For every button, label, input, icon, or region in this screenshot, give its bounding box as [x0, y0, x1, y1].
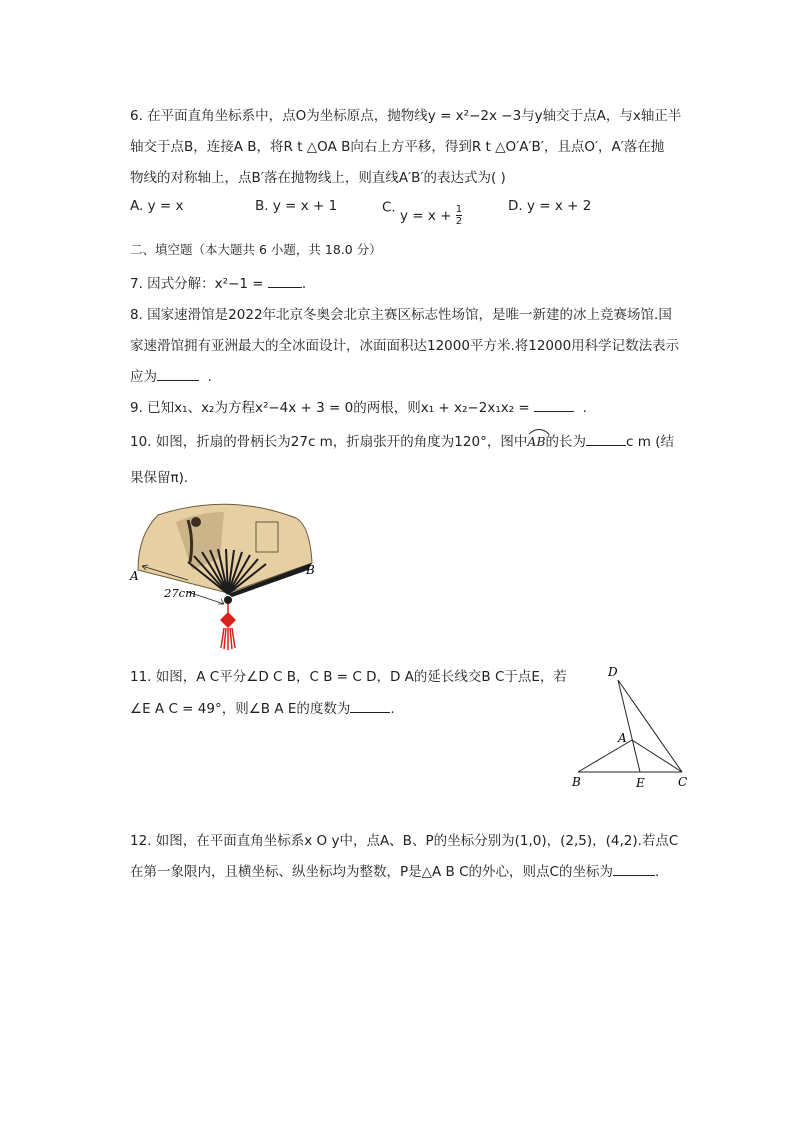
q9-end: . [582, 400, 587, 416]
q10-line2: 果保留π). [130, 470, 189, 486]
point-c: C [678, 775, 688, 789]
point-d: D [608, 665, 618, 679]
q6-option-c-label: C. [382, 199, 396, 216]
q6-option-b: B. y = x + 1 [255, 198, 338, 214]
q6-option-c-fraction [456, 204, 462, 227]
q8-end: . [207, 369, 212, 385]
q11-answer-blank[interactable] [350, 700, 390, 713]
q6-option-a: A. y = x [130, 198, 184, 214]
arc-mark-icon [527, 427, 551, 435]
q12-line2: 在第一象限内，且横坐标、纵坐标均为整数，P是△A B C的外心，则点C的坐标为 [130, 864, 613, 880]
q10-answer-blank[interactable] [586, 433, 626, 446]
q11-line2-wrap [130, 697, 395, 717]
point-e: E [636, 776, 645, 790]
q6-line3: 物线的对称轴上，点B′落在抛物线上，则直线A′B′的表达式为( ) [130, 170, 506, 186]
q8-line3-text: 应为 [130, 369, 157, 385]
q10-line1a: 10. 如图，折扇的骨柄长为27c m，折扇张开的角度为120°，图中 [130, 434, 528, 450]
q11-line1: 11. 如图，A C平分∠D C B，C B = C D，D A的延长线交B C于点E，若 [130, 669, 567, 685]
point-a: A [618, 731, 627, 745]
section-heading: 二、填空题（本大题共 6 小题，共 18.0 分） [130, 242, 382, 257]
q8-line2: 家速滑馆拥有亚洲最大的全冰面设计，冰面面积达12000平方米.将12000用科学记数法表示 [130, 338, 680, 354]
triangle-lines [578, 680, 682, 772]
point-b: B [572, 775, 581, 789]
q7-text: 7. 因式分解：x²−1 = [130, 276, 268, 292]
fan-label-length: 27cm [164, 586, 196, 600]
q8-line1: 8. 国家速滑馆是2022年北京冬奥会北京主赛区标志性场馆，是唯一新建的冰上竞赛场馆.国 [130, 307, 672, 323]
tassel-fringe [221, 628, 235, 650]
q11-line2: ∠E A C = 49°，则∠B A E的度数为 [130, 701, 351, 717]
fan-pivot [224, 596, 232, 604]
fan-label-b: B [306, 563, 315, 577]
q8-answer-blank[interactable] [157, 368, 199, 381]
arc-ab [527, 430, 545, 450]
q11-end: . [390, 701, 395, 717]
q12-end: . [654, 864, 660, 880]
fan-figure-head [191, 517, 201, 527]
q10-line1b: 的长为 [545, 434, 587, 450]
arc-label: AB [527, 434, 546, 449]
fraction-numerator: 1 [455, 204, 463, 215]
q9 [130, 396, 587, 416]
fraction-denominator: 2 [455, 216, 463, 227]
tassel-knot-icon [220, 612, 236, 628]
q6-line1: 6. 在平面直角坐标系中，点O为坐标原点，抛物线y = x²−2x −3与y轴交于点A，与x轴正半 [130, 108, 682, 124]
triangle-figure [566, 660, 696, 792]
q7 [130, 272, 306, 292]
q12-line1: 12. 如图，在平面直角坐标系x O y中，点A、B、P的坐标分别为(1,0)，(2,5)，(4,2).若点C [130, 833, 679, 849]
q7-answer-blank[interactable] [268, 275, 302, 288]
q6-option-c-expr: y = x + [400, 207, 452, 224]
folding-fan-figure [128, 500, 328, 652]
q6-option-d: D. y = x + 2 [508, 198, 592, 214]
q12-line2-wrap [130, 860, 659, 880]
fan-label-a: A [130, 569, 139, 583]
q10-line1c: c m (结 [626, 434, 674, 450]
q9-answer-blank[interactable] [534, 399, 574, 412]
q7-end: . [301, 276, 307, 292]
q6-line2: 轴交于点B，连接A B，将R t △OA B向右上方平移，得到R t △O′A′B′，且点O′，A′落在抛 [130, 139, 665, 155]
q9-text: 9. 已知x₁、x₂为方程x²−4x + 3 = 0的两根，则x₁ + x₂−2x₁x₂ = [130, 400, 535, 416]
q12-answer-blank[interactable] [613, 863, 655, 876]
q8-line3 [130, 365, 212, 385]
q6-option-c [382, 196, 463, 227]
q10-line1 [130, 430, 674, 450]
